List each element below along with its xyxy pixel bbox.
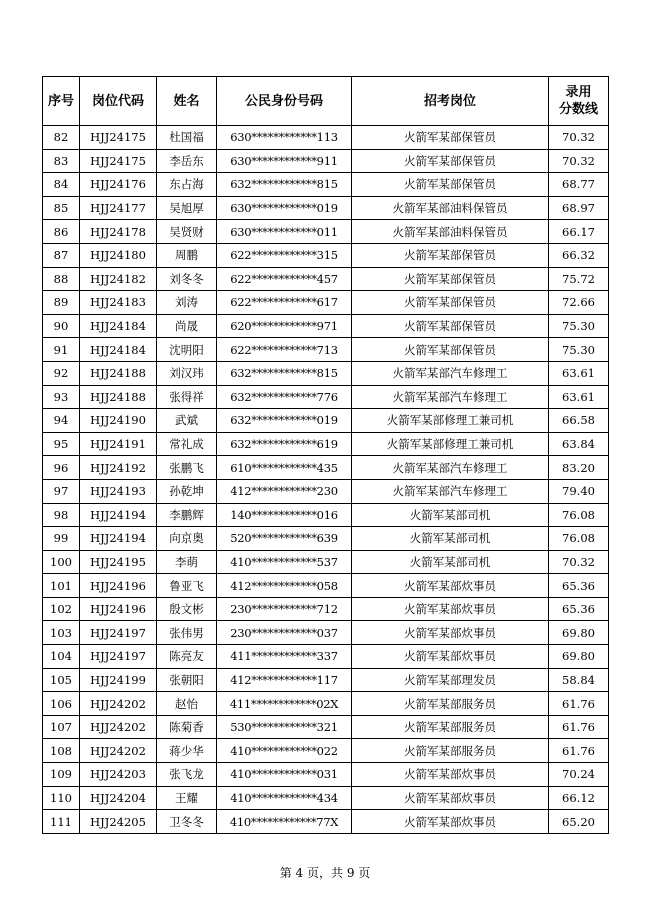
cell-name: 尚晟 — [157, 314, 217, 338]
results-table — [42, 76, 609, 834]
cell-name: 向京奥 — [157, 527, 217, 551]
cell-score: 63.61 — [549, 385, 609, 409]
cell-post-code: HJJ24182 — [80, 267, 157, 291]
cell-id-number: 622************457 — [217, 267, 352, 291]
cell-index: 90 — [43, 314, 80, 338]
cell-name: 刘汉玮 — [157, 361, 217, 385]
cell-id-number: 412************230 — [217, 479, 352, 503]
table-row — [43, 550, 609, 574]
cell-post-code: HJJ24177 — [80, 196, 157, 220]
cell-post-code: HJJ24195 — [80, 550, 157, 574]
cell-score: 69.80 — [549, 645, 609, 669]
cell-id-number: 622************617 — [217, 291, 352, 315]
cell-post-code: HJJ24194 — [80, 503, 157, 527]
cell-name: 蒋少华 — [157, 739, 217, 763]
cell-name: 陈菊香 — [157, 715, 217, 739]
cell-name: 张鹏飞 — [157, 456, 217, 480]
cell-post-code: HJJ24202 — [80, 739, 157, 763]
cell-index: 100 — [43, 550, 80, 574]
table-row — [43, 597, 609, 621]
cell-post-code: HJJ24194 — [80, 527, 157, 551]
cell-post-code: HJJ24197 — [80, 621, 157, 645]
cell-index: 89 — [43, 291, 80, 315]
cell-post-code: HJJ24175 — [80, 149, 157, 173]
cell-id-number: 410************537 — [217, 550, 352, 574]
cell-score: 66.32 — [549, 243, 609, 267]
cell-post-code: HJJ24193 — [80, 479, 157, 503]
cell-id-number: 410************434 — [217, 786, 352, 810]
cell-id-number: 630************019 — [217, 196, 352, 220]
table-row — [43, 243, 609, 267]
cell-index: 82 — [43, 126, 80, 150]
header-score — [549, 77, 609, 126]
cell-name: 张飞龙 — [157, 763, 217, 787]
cell-name: 刘冬冬 — [157, 267, 217, 291]
table-row — [43, 527, 609, 551]
header-post-code: 岗位代码 — [80, 77, 157, 126]
header-score-line2: 分数线 — [558, 102, 598, 117]
cell-post-code: HJJ24196 — [80, 597, 157, 621]
cell-index: 83 — [43, 149, 80, 173]
cell-name: 张朝阳 — [157, 668, 217, 692]
cell-index: 111 — [43, 810, 80, 834]
table-row — [43, 810, 609, 834]
table-row — [43, 763, 609, 787]
cell-name: 刘涛 — [157, 291, 217, 315]
cell-score: 83.20 — [549, 456, 609, 480]
cell-index: 96 — [43, 456, 80, 480]
cell-name: 吴旭厚 — [157, 196, 217, 220]
cell-position: 火箭军某部保管员 — [352, 149, 549, 173]
cell-index: 97 — [43, 479, 80, 503]
cell-name: 李鹏辉 — [157, 503, 217, 527]
cell-index: 107 — [43, 715, 80, 739]
cell-name: 沈明阳 — [157, 338, 217, 362]
cell-index: 98 — [43, 503, 80, 527]
table-body — [43, 126, 609, 834]
header-name: 姓名 — [157, 77, 217, 126]
cell-position: 火箭军某部炊事员 — [352, 621, 549, 645]
cell-id-number: 632************815 — [217, 173, 352, 197]
cell-post-code: HJJ24191 — [80, 432, 157, 456]
cell-post-code: HJJ24192 — [80, 456, 157, 480]
cell-score: 61.76 — [549, 692, 609, 716]
cell-position: 火箭军某部司机 — [352, 503, 549, 527]
table-row — [43, 786, 609, 810]
cell-id-number: 410************022 — [217, 739, 352, 763]
cell-index: 108 — [43, 739, 80, 763]
cell-post-code: HJJ24184 — [80, 338, 157, 362]
cell-score: 75.30 — [549, 338, 609, 362]
cell-index: 95 — [43, 432, 80, 456]
cell-score: 61.76 — [549, 739, 609, 763]
cell-id-number: 411************02X — [217, 692, 352, 716]
cell-name: 张得祥 — [157, 385, 217, 409]
cell-id-number: 632************019 — [217, 409, 352, 433]
cell-position: 火箭军某部服务员 — [352, 715, 549, 739]
cell-score: 69.80 — [549, 621, 609, 645]
table-row — [43, 503, 609, 527]
table-row — [43, 715, 609, 739]
cell-id-number: 632************619 — [217, 432, 352, 456]
cell-position: 火箭军某部保管员 — [352, 126, 549, 150]
cell-id-number: 632************815 — [217, 361, 352, 385]
cell-index: 91 — [43, 338, 80, 362]
table-row — [43, 479, 609, 503]
cell-post-code: HJJ24176 — [80, 173, 157, 197]
cell-id-number: 530************321 — [217, 715, 352, 739]
cell-post-code: HJJ24190 — [80, 409, 157, 433]
cell-score: 61.76 — [549, 715, 609, 739]
cell-post-code: HJJ24203 — [80, 763, 157, 787]
header-position: 招考岗位 — [352, 77, 549, 126]
cell-position: 火箭军某部保管员 — [352, 243, 549, 267]
table-row — [43, 432, 609, 456]
cell-position: 火箭军某部炊事员 — [352, 763, 549, 787]
cell-score: 58.84 — [549, 668, 609, 692]
cell-post-code: HJJ24202 — [80, 692, 157, 716]
cell-position: 火箭军某部油料保管员 — [352, 196, 549, 220]
cell-id-number: 230************712 — [217, 597, 352, 621]
cell-score: 76.08 — [549, 527, 609, 551]
table-row — [43, 574, 609, 598]
cell-index: 103 — [43, 621, 80, 645]
cell-post-code: HJJ24178 — [80, 220, 157, 244]
cell-score: 70.32 — [549, 149, 609, 173]
cell-post-code: HJJ24197 — [80, 645, 157, 669]
cell-score: 68.77 — [549, 173, 609, 197]
cell-id-number: 412************058 — [217, 574, 352, 598]
cell-index: 99 — [43, 527, 80, 551]
cell-position: 火箭军某部炊事员 — [352, 645, 549, 669]
cell-position: 火箭军某部保管员 — [352, 267, 549, 291]
cell-index: 92 — [43, 361, 80, 385]
header-index: 序号 — [43, 77, 80, 126]
cell-score: 75.30 — [549, 314, 609, 338]
cell-position: 火箭军某部油料保管员 — [352, 220, 549, 244]
cell-score: 68.97 — [549, 196, 609, 220]
cell-index: 106 — [43, 692, 80, 716]
table-row — [43, 692, 609, 716]
cell-id-number: 622************713 — [217, 338, 352, 362]
cell-id-number: 520************639 — [217, 527, 352, 551]
cell-post-code: HJJ24202 — [80, 715, 157, 739]
cell-post-code: HJJ24188 — [80, 361, 157, 385]
cell-post-code: HJJ24175 — [80, 126, 157, 150]
cell-name: 张伟男 — [157, 621, 217, 645]
cell-id-number: 230************037 — [217, 621, 352, 645]
cell-score: 79.40 — [549, 479, 609, 503]
cell-name: 卫冬冬 — [157, 810, 217, 834]
table-row — [43, 267, 609, 291]
cell-position: 火箭军某部服务员 — [352, 739, 549, 763]
table-row — [43, 645, 609, 669]
table-row — [43, 291, 609, 315]
cell-name: 赵怡 — [157, 692, 217, 716]
table-row — [43, 409, 609, 433]
cell-position: 火箭军某部汽车修理工 — [352, 361, 549, 385]
cell-post-code: HJJ24180 — [80, 243, 157, 267]
cell-score: 63.84 — [549, 432, 609, 456]
cell-name: 武斌 — [157, 409, 217, 433]
header-id-number: 公民身份号码 — [217, 77, 352, 126]
cell-position: 火箭军某部炊事员 — [352, 574, 549, 598]
cell-position: 火箭军某部炊事员 — [352, 786, 549, 810]
page-footer: 第 4 页，共 9 页 — [279, 866, 371, 880]
cell-position: 火箭军某部保管员 — [352, 291, 549, 315]
cell-score: 65.36 — [549, 597, 609, 621]
table-row — [43, 338, 609, 362]
table-row — [43, 126, 609, 150]
cell-id-number: 610************435 — [217, 456, 352, 480]
cell-id-number: 622************315 — [217, 243, 352, 267]
cell-index: 86 — [43, 220, 80, 244]
cell-name: 鲁亚飞 — [157, 574, 217, 598]
table-row — [43, 668, 609, 692]
cell-index: 104 — [43, 645, 80, 669]
cell-post-code: HJJ24183 — [80, 291, 157, 315]
cell-index: 101 — [43, 574, 80, 598]
cell-index: 109 — [43, 763, 80, 787]
cell-position: 火箭军某部修理工兼司机 — [352, 409, 549, 433]
cell-index: 94 — [43, 409, 80, 433]
cell-name: 李岳东 — [157, 149, 217, 173]
cell-index: 88 — [43, 267, 80, 291]
cell-position: 火箭军某部保管员 — [352, 338, 549, 362]
cell-index: 93 — [43, 385, 80, 409]
table-row — [43, 739, 609, 763]
cell-position: 火箭军某部汽车修理工 — [352, 479, 549, 503]
cell-score: 76.08 — [549, 503, 609, 527]
cell-score: 66.17 — [549, 220, 609, 244]
cell-position: 火箭军某部保管员 — [352, 173, 549, 197]
table-row — [43, 361, 609, 385]
cell-position: 火箭军某部汽车修理工 — [352, 456, 549, 480]
cell-post-code: HJJ24184 — [80, 314, 157, 338]
cell-name: 吴贤财 — [157, 220, 217, 244]
cell-name: 王耀 — [157, 786, 217, 810]
cell-position: 火箭军某部保管员 — [352, 314, 549, 338]
table-row — [43, 621, 609, 645]
cell-index: 85 — [43, 196, 80, 220]
table-row — [43, 196, 609, 220]
table-row — [43, 314, 609, 338]
cell-score: 66.12 — [549, 786, 609, 810]
cell-id-number: 410************77X — [217, 810, 352, 834]
table-header-row — [43, 77, 609, 126]
cell-name: 常礼成 — [157, 432, 217, 456]
cell-index: 110 — [43, 786, 80, 810]
header-score-line1: 录用 — [565, 85, 592, 100]
cell-position: 火箭军某部服务员 — [352, 692, 549, 716]
cell-id-number: 630************011 — [217, 220, 352, 244]
cell-name: 东占海 — [157, 173, 217, 197]
cell-name: 孙乾坤 — [157, 479, 217, 503]
cell-name: 殷文彬 — [157, 597, 217, 621]
cell-position: 火箭军某部修理工兼司机 — [352, 432, 549, 456]
cell-score: 65.36 — [549, 574, 609, 598]
cell-position: 火箭军某部司机 — [352, 527, 549, 551]
cell-score: 70.24 — [549, 763, 609, 787]
cell-name: 杜国福 — [157, 126, 217, 150]
cell-id-number: 412************117 — [217, 668, 352, 692]
cell-id-number: 632************776 — [217, 385, 352, 409]
cell-score: 63.61 — [549, 361, 609, 385]
cell-index: 105 — [43, 668, 80, 692]
cell-position: 火箭军某部理发员 — [352, 668, 549, 692]
cell-score: 66.58 — [549, 409, 609, 433]
cell-post-code: HJJ24196 — [80, 574, 157, 598]
cell-index: 87 — [43, 243, 80, 267]
cell-post-code: HJJ24205 — [80, 810, 157, 834]
cell-position: 火箭军某部炊事员 — [352, 810, 549, 834]
cell-score: 72.66 — [549, 291, 609, 315]
cell-index: 102 — [43, 597, 80, 621]
table-row — [43, 385, 609, 409]
cell-post-code: HJJ24199 — [80, 668, 157, 692]
cell-post-code: HJJ24204 — [80, 786, 157, 810]
table-row — [43, 220, 609, 244]
cell-name: 李萌 — [157, 550, 217, 574]
cell-score: 70.32 — [549, 550, 609, 574]
cell-id-number: 630************113 — [217, 126, 352, 150]
cell-score: 75.72 — [549, 267, 609, 291]
cell-id-number: 411************337 — [217, 645, 352, 669]
cell-id-number: 410************031 — [217, 763, 352, 787]
cell-position: 火箭军某部汽车修理工 — [352, 385, 549, 409]
cell-id-number: 140************016 — [217, 503, 352, 527]
cell-score: 70.32 — [549, 126, 609, 150]
cell-name: 陈亮友 — [157, 645, 217, 669]
cell-name: 周鹏 — [157, 243, 217, 267]
cell-post-code: HJJ24188 — [80, 385, 157, 409]
cell-id-number: 620************971 — [217, 314, 352, 338]
cell-index: 84 — [43, 173, 80, 197]
cell-id-number: 630************911 — [217, 149, 352, 173]
table-row — [43, 149, 609, 173]
cell-position: 火箭军某部司机 — [352, 550, 549, 574]
cell-score: 65.20 — [549, 810, 609, 834]
table-row — [43, 173, 609, 197]
table-row — [43, 456, 609, 480]
cell-position: 火箭军某部炊事员 — [352, 597, 549, 621]
